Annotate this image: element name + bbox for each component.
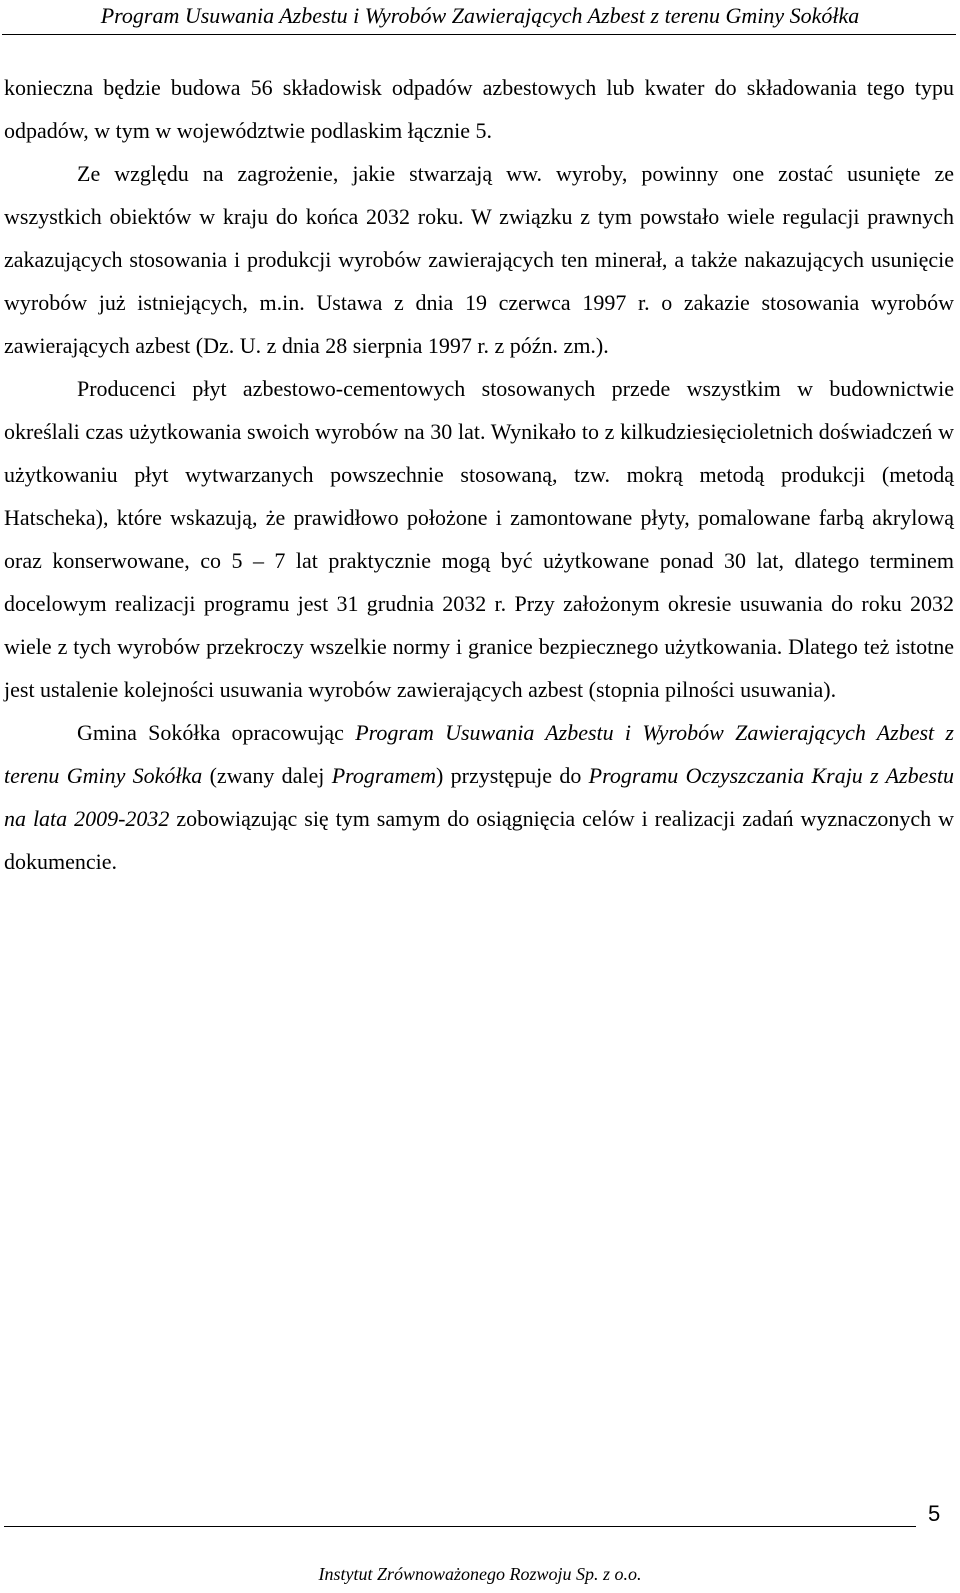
program-title-italic: Program Usuwania Azbestu i Wyrobów Zawierających Azbest z terenu Gminy Sokółka (4, 720, 954, 788)
header-divider (2, 34, 956, 35)
page-header (0, 0, 960, 38)
footer-institution: Instytut Zrównoważonego Rozwoju Sp. z o.o. (318, 1564, 642, 1584)
document-body (4, 66, 954, 883)
footer-divider (4, 1526, 916, 1527)
document-title-header: Program Usuwania Azbestu i Wyrobów Zawierających Azbest z terenu Gminy Sokółka (100, 3, 860, 28)
page-number: 5 (928, 1501, 941, 1526)
paragraph-3: Producenci płyt azbestowo-cementowych stosowanych przede wszystkim w budownictwie określali czas użytkowania swoich wyrobów na 30 lat. Wynikało to z kilkudziesięcioletnich doświadczeń w użytkowaniu płyt wytwarzanych powszechnie stosowaną, tzw. mokrą metodą produkcji (metodą Hatscheka), które wskazują, że prawidłowo położone i zamontowane płyty, pomalowane farbą akrylową oraz konserwowane, co 5 – 7 lat praktycznie mogą być użytkowane ponad 30 lat, dlatego terminem docelowym realizacji programu jest 31 grudnia 2032 r. Przy założonym okresie usuwania do roku 2032 wiele z tych wyrobów przekroczy wszelkie normy i granice bezpiecznego użytkowania. Dlatego też istotne jest ustalenie kolejności usuwania wyrobów zawierających azbest (stopnia pilności usuwania). (4, 376, 954, 702)
national-program-italic: Programu Oczyszczania Kraju z Azbestu na lata 2009-2032 (4, 763, 955, 831)
paragraph-4 (4, 711, 954, 883)
paragraph-4-text-4: zobowiązując się tym samym do osiągnięcia celów i realizacji zadań wyznaczonych w dokumencie. (4, 806, 954, 874)
paragraph-4-text-3: ) przystępuje do (436, 763, 589, 788)
programem-italic: Programem (331, 763, 437, 788)
paragraph-1: konieczna będzie budowa 56 składowisk odpadów azbestowych lub kwater do składowania tego typu odpadów, w tym w województwie podlaskim łącznie 5. (4, 75, 954, 143)
paragraph-4-text-2: (zwany dalej (202, 763, 332, 788)
paragraph-4-text-1: Gmina Sokółka opracowując (77, 720, 356, 745)
page-footer (0, 1490, 960, 1593)
paragraph-2: Ze względu na zagrożenie, jakie stwarzają ww. wyroby, powinny one zostać usunięte ze wszystkich obiektów w kraju do końca 2032 roku. W związku z tym powstało wiele regulacji prawnych zakazujących stosowania i produkcji wyrobów zawierających ten minerał, a także nakazujących usunięcie wyrobów już istniejących, m.in. Ustawa z dnia 19 czerwca 1997 r. o zakazie stosowania wyrobów zawierających azbest (Dz. U. z dnia 28 sierpnia 1997 r. z późn. zm.). (4, 161, 954, 358)
